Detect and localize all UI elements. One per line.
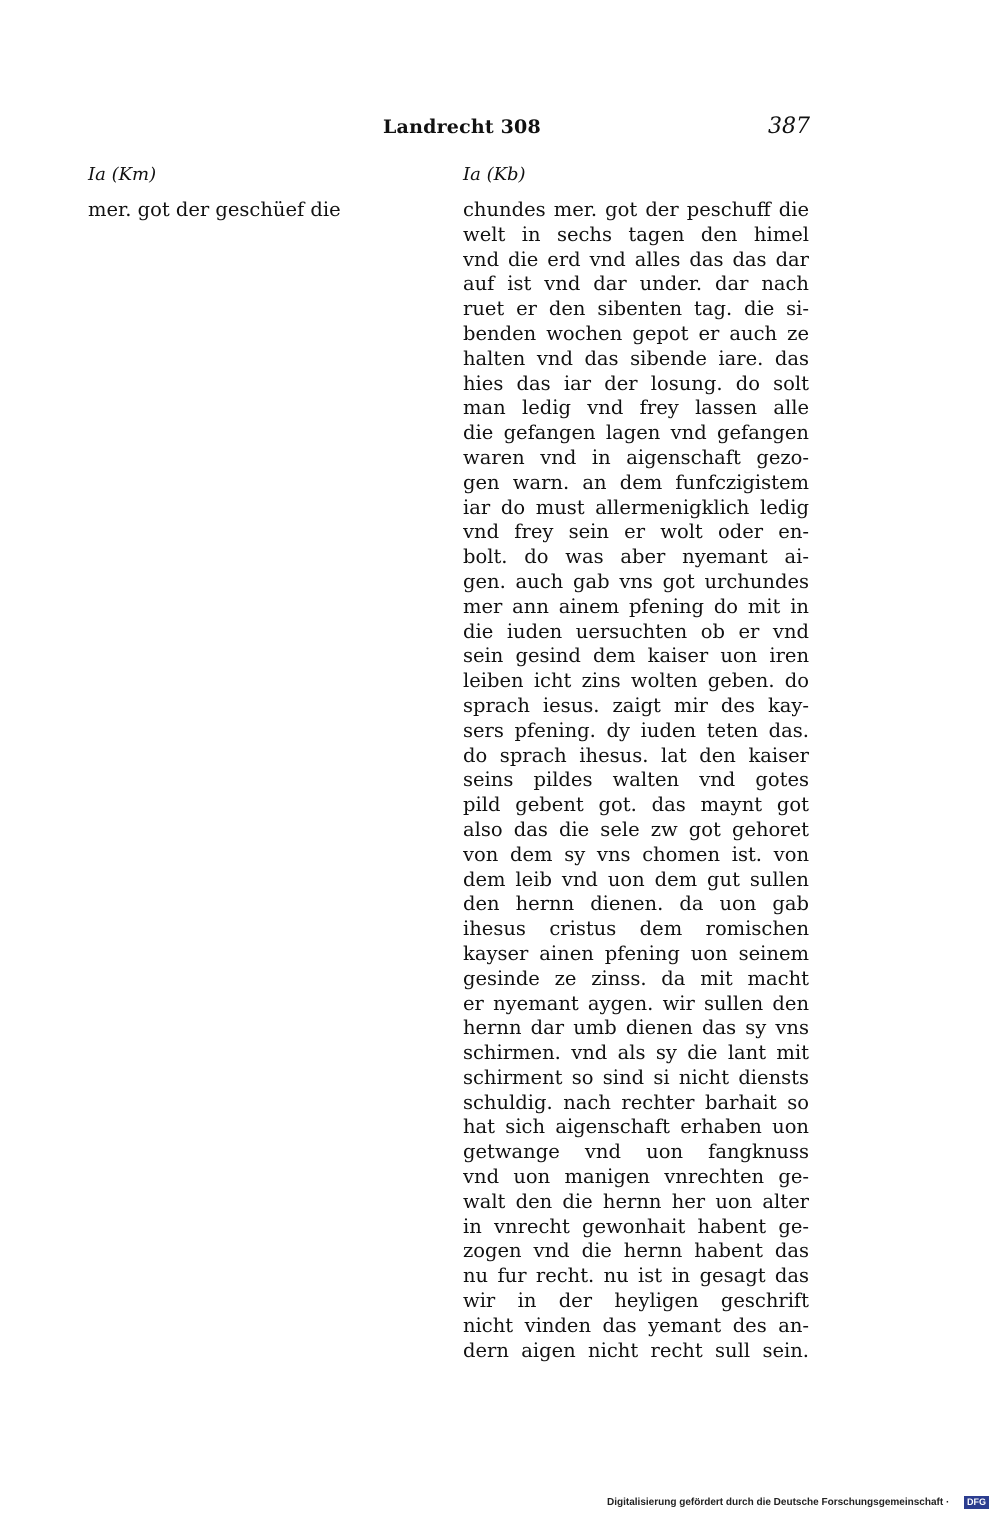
right-column-line: hies das iar der losung. do solt	[463, 371, 809, 395]
right-column-line: do sprach ihesus. lat den kaiser	[463, 743, 809, 767]
right-column-line: chundes mer. got der peschuff die	[463, 198, 809, 221]
right-column-line: pild gebent got. das maynt got	[463, 793, 809, 817]
right-column-line: sers pfening. dy iuden teten das.	[463, 718, 809, 742]
right-column-line: sein gesind dem kaiser uon iren	[463, 644, 809, 668]
left-column-siglum: Ia (Km)	[88, 164, 157, 185]
right-column-line: leiben icht zins wolten geben. do	[463, 669, 809, 693]
right-column-line: halten vnd das sibende iare. das	[463, 346, 809, 370]
right-column-line: wir in der heyligen geschrift	[463, 1289, 809, 1313]
right-column-line: iar do must allermenigklich ledig	[463, 495, 809, 519]
right-column-line: schirmen. vnd als sy die lant mit	[463, 1041, 809, 1065]
dfg-logo: DFG	[964, 1496, 989, 1509]
right-column-line: die iuden uersuchten ob er vnd	[463, 619, 809, 643]
right-column-siglum: Ia (Kb)	[463, 164, 526, 185]
right-column-line: welt in sechs tagen den himel	[463, 222, 809, 246]
left-column-line: mer. got der geschüef die	[88, 198, 341, 221]
right-column-line: walt den die hernn her uon alter	[463, 1189, 809, 1213]
right-column-line: gen warn. an dem funfczigistem	[463, 470, 809, 494]
right-column-line: nu fur recht. nu ist in gesagt das	[463, 1264, 809, 1288]
right-column-line: seins pildes walten vnd gotes	[463, 768, 809, 792]
right-column-line: sprach iesus. zaigt mir des kay-	[463, 693, 809, 717]
right-column-line: auf ist vnd dar under. dar nach	[463, 272, 809, 296]
right-column-line: ihesus cristus dem romischen	[463, 917, 809, 941]
right-column-line: also das die sele zw got gehoret	[463, 817, 809, 841]
right-column-line: schirment so sind si nicht diensts	[463, 1065, 809, 1089]
right-column-line: ruet er den sibenten tag. die si-	[463, 297, 809, 321]
right-column-line: man ledig vnd frey lassen alle	[463, 396, 809, 420]
right-column-line: bolt. do was aber nyemant ai-	[463, 545, 809, 569]
left-column-text	[88, 198, 388, 223]
right-column-line: hernn dar umb dienen das sy vns	[463, 1016, 809, 1040]
right-column-line: gesinde ze zinss. da mit macht	[463, 966, 809, 990]
right-column-line: vnd uon manigen vnrechten ge-	[463, 1165, 809, 1189]
right-column-line: in vnrecht gewonhait habent ge-	[463, 1214, 809, 1238]
right-column-line: nicht vinden das yemant des an-	[463, 1313, 809, 1337]
right-column-line: getwange vnd uon fangknuss	[463, 1140, 809, 1164]
right-column-line: hat sich aigenschaft erhaben uon	[463, 1115, 809, 1139]
right-column-line: er nyemant aygen. wir sullen den	[463, 991, 809, 1015]
right-column-line: kayser ainen pfening uon seinem	[463, 941, 809, 965]
right-column-line: waren vnd in aigenschaft gezo-	[463, 445, 809, 469]
right-column-line: mer ann ainem pfening do mit in	[463, 594, 809, 618]
running-head: Landrecht 308	[383, 116, 541, 138]
right-column-line: gen. auch gab vns got urchundes	[463, 569, 809, 593]
right-column-line: dern aigen nicht recht sull sein.	[463, 1338, 809, 1362]
right-column-line: vnd frey sein er wolt oder en-	[463, 520, 809, 544]
right-column-text	[463, 198, 809, 1363]
right-column-line: schuldig. nach rechter barhait so	[463, 1090, 809, 1114]
right-column-line: dem leib vnd uon dem gut sullen	[463, 867, 809, 891]
page-number: 387	[768, 114, 810, 139]
right-column-line: vnd die erd vnd alles das das dar	[463, 247, 809, 271]
right-column-line: benden wochen gepot er auch ze	[463, 321, 809, 345]
right-column-line: von dem sy vns chomen ist. von	[463, 842, 809, 866]
right-column-line: den hernn dienen. da uon gab	[463, 892, 809, 916]
right-column-line: zogen vnd die hernn habent das	[463, 1239, 809, 1263]
digitization-credit: Digitalisierung gefördert durch die Deutsche Forschungsgemeinschaft ·	[607, 1497, 950, 1508]
right-column-line: die gefangen lagen vnd gefangen	[463, 421, 809, 445]
